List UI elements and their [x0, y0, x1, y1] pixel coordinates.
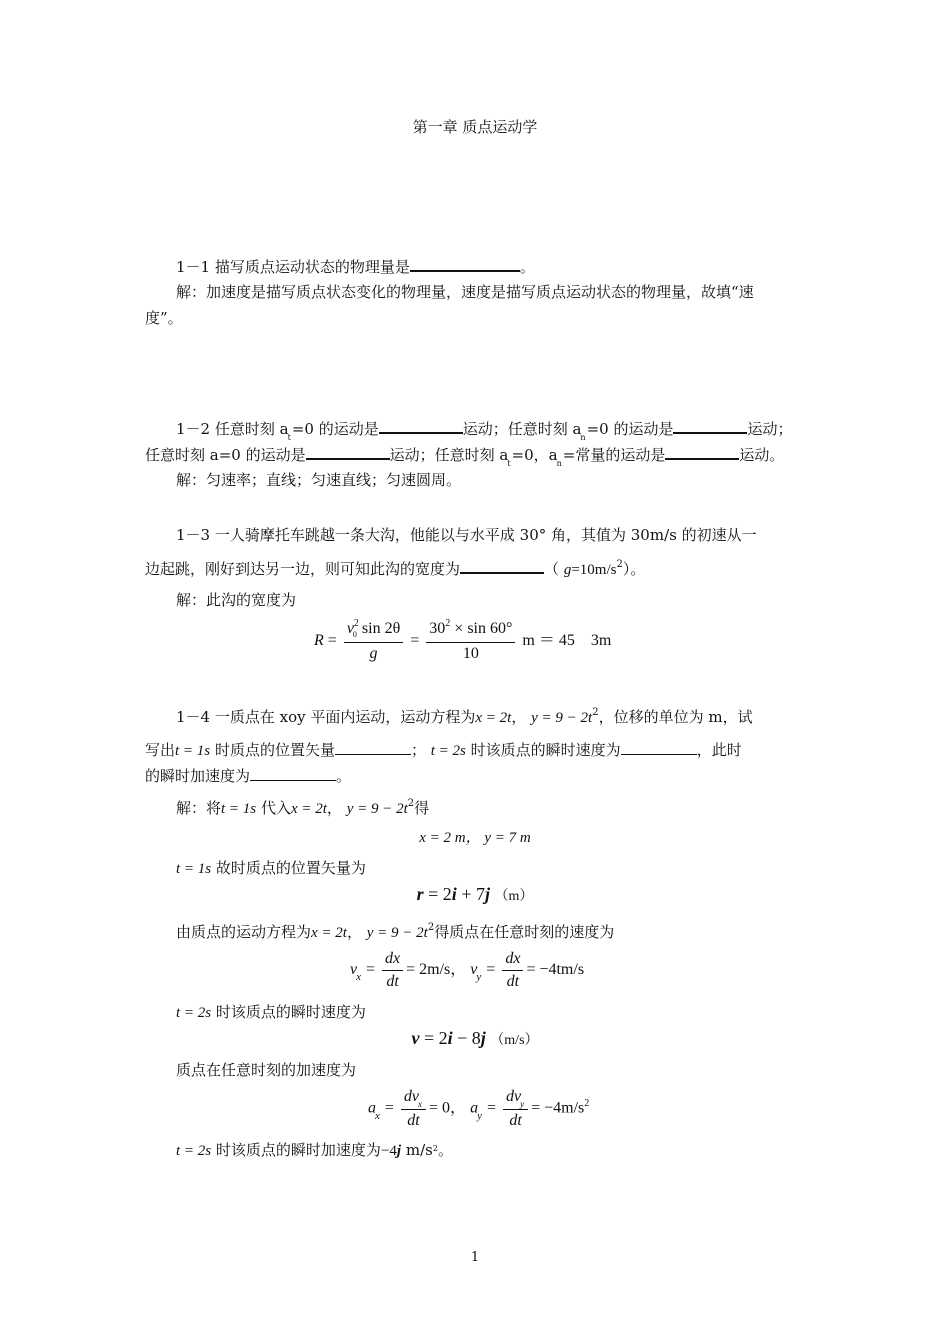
answer-1-4-step2: x = 2 m， y = 7 m — [419, 830, 531, 846]
equation-range: R = $\frac{v^2_0 \sin 2\theta}{g}$ = $\frac{30^2 \times \sin 60^\circ}{10}$ m ＝ 45 3m — [314, 618, 612, 662]
answer-1-4-step1: 解：将t = 1s 代入x = 2t， $y = 9 - 2t^2$得 — [176, 798, 430, 817]
question-1-3-line1: 1－3 一人骑摩托车跳越一条大沟，他能以与水平成 30° 角，其值为 30m/s 的初速从一 — [176, 526, 757, 544]
question-1-3-line2: 边起跳，刚好到达另一边，则可知此沟的宽度为 （ $g=10m/s^2$）。 — [145, 559, 646, 578]
velocity-components-eq: $v_x$ = $\frac{dx}{dt}$ = 2m/s， $v_y$ = $\frac{dx}{dt}$ = −4tm/s — [350, 950, 585, 990]
acceleration-components-eq: $a_x$ = $\frac{dv_x}{dt}$ = 0， $a_y$ = $\frac{dv_y}{dt}$ = $-4m/s^2$ — [368, 1088, 590, 1129]
question-1-2-line1: 1－2 任意时刻 $a_t=0$ 的运动是 运动；任意时刻 $a_n=0$ 的运动是 运动； — [176, 420, 793, 442]
question-1-4-line3: 的瞬时加速度为 。 — [145, 767, 352, 785]
answer-1-1-line2: 度”。 — [145, 309, 183, 327]
position-vector-eq: r = 2i + 7j （m） — [416, 884, 534, 904]
answer-1-4-step3: t = 1s 故时质点的位置矢量为 — [176, 859, 366, 877]
page-number: 1 — [470, 1250, 480, 1265]
question-1-4-line1: 1－4 一质点在 xoy 平面内运动，运动方程为x = 2t， $y = 9 - 2t^2$，位移的单位为 m，试 — [176, 707, 753, 726]
answer-1-4-step11: t = 2s 时该质点的瞬时加速度为−4j $m/s^2$。 — [176, 1141, 453, 1159]
answer-1-4-step9: 质点在任意时刻的加速度为 — [176, 1061, 357, 1079]
answer-1-1-line1: 解：加速度是描写质点状态变化的物理量，速度是描写质点运动状态的物理量，故填“速 — [176, 283, 754, 301]
answer-1-2: 解：匀速率；直线；匀速直线；匀速圆周。 — [176, 471, 462, 489]
answer-1-3-intro: 解：此沟的宽度为 — [176, 591, 297, 609]
chapter-title: 第一章 质点运动学 — [412, 118, 538, 136]
question-1-1: 1－1 描写质点运动状态的物理量是 。 — [176, 258, 535, 276]
question-1-2-line2: 任意时刻 a=0 的运动是 运动；任意时刻 $a_t=0$，$a_n=$常量的运动是 运动。 — [145, 446, 785, 468]
answer-blank — [410, 256, 520, 272]
velocity-vector-eq: v = 2i − 8j （m/s） — [411, 1028, 539, 1048]
question-1-4-line2: 写出t = 1s 时质点的位置矢量 ； t = 2s 时该质点的瞬时速度为 ，此时 — [145, 741, 742, 759]
answer-1-4-step7: t = 2s 时该质点的瞬时速度为 — [176, 1003, 366, 1021]
answer-1-4-step5: 由质点的运动方程为x = 2t， $y = 9 - 2t^2$得质点在任意时刻的速度为 — [176, 922, 615, 941]
